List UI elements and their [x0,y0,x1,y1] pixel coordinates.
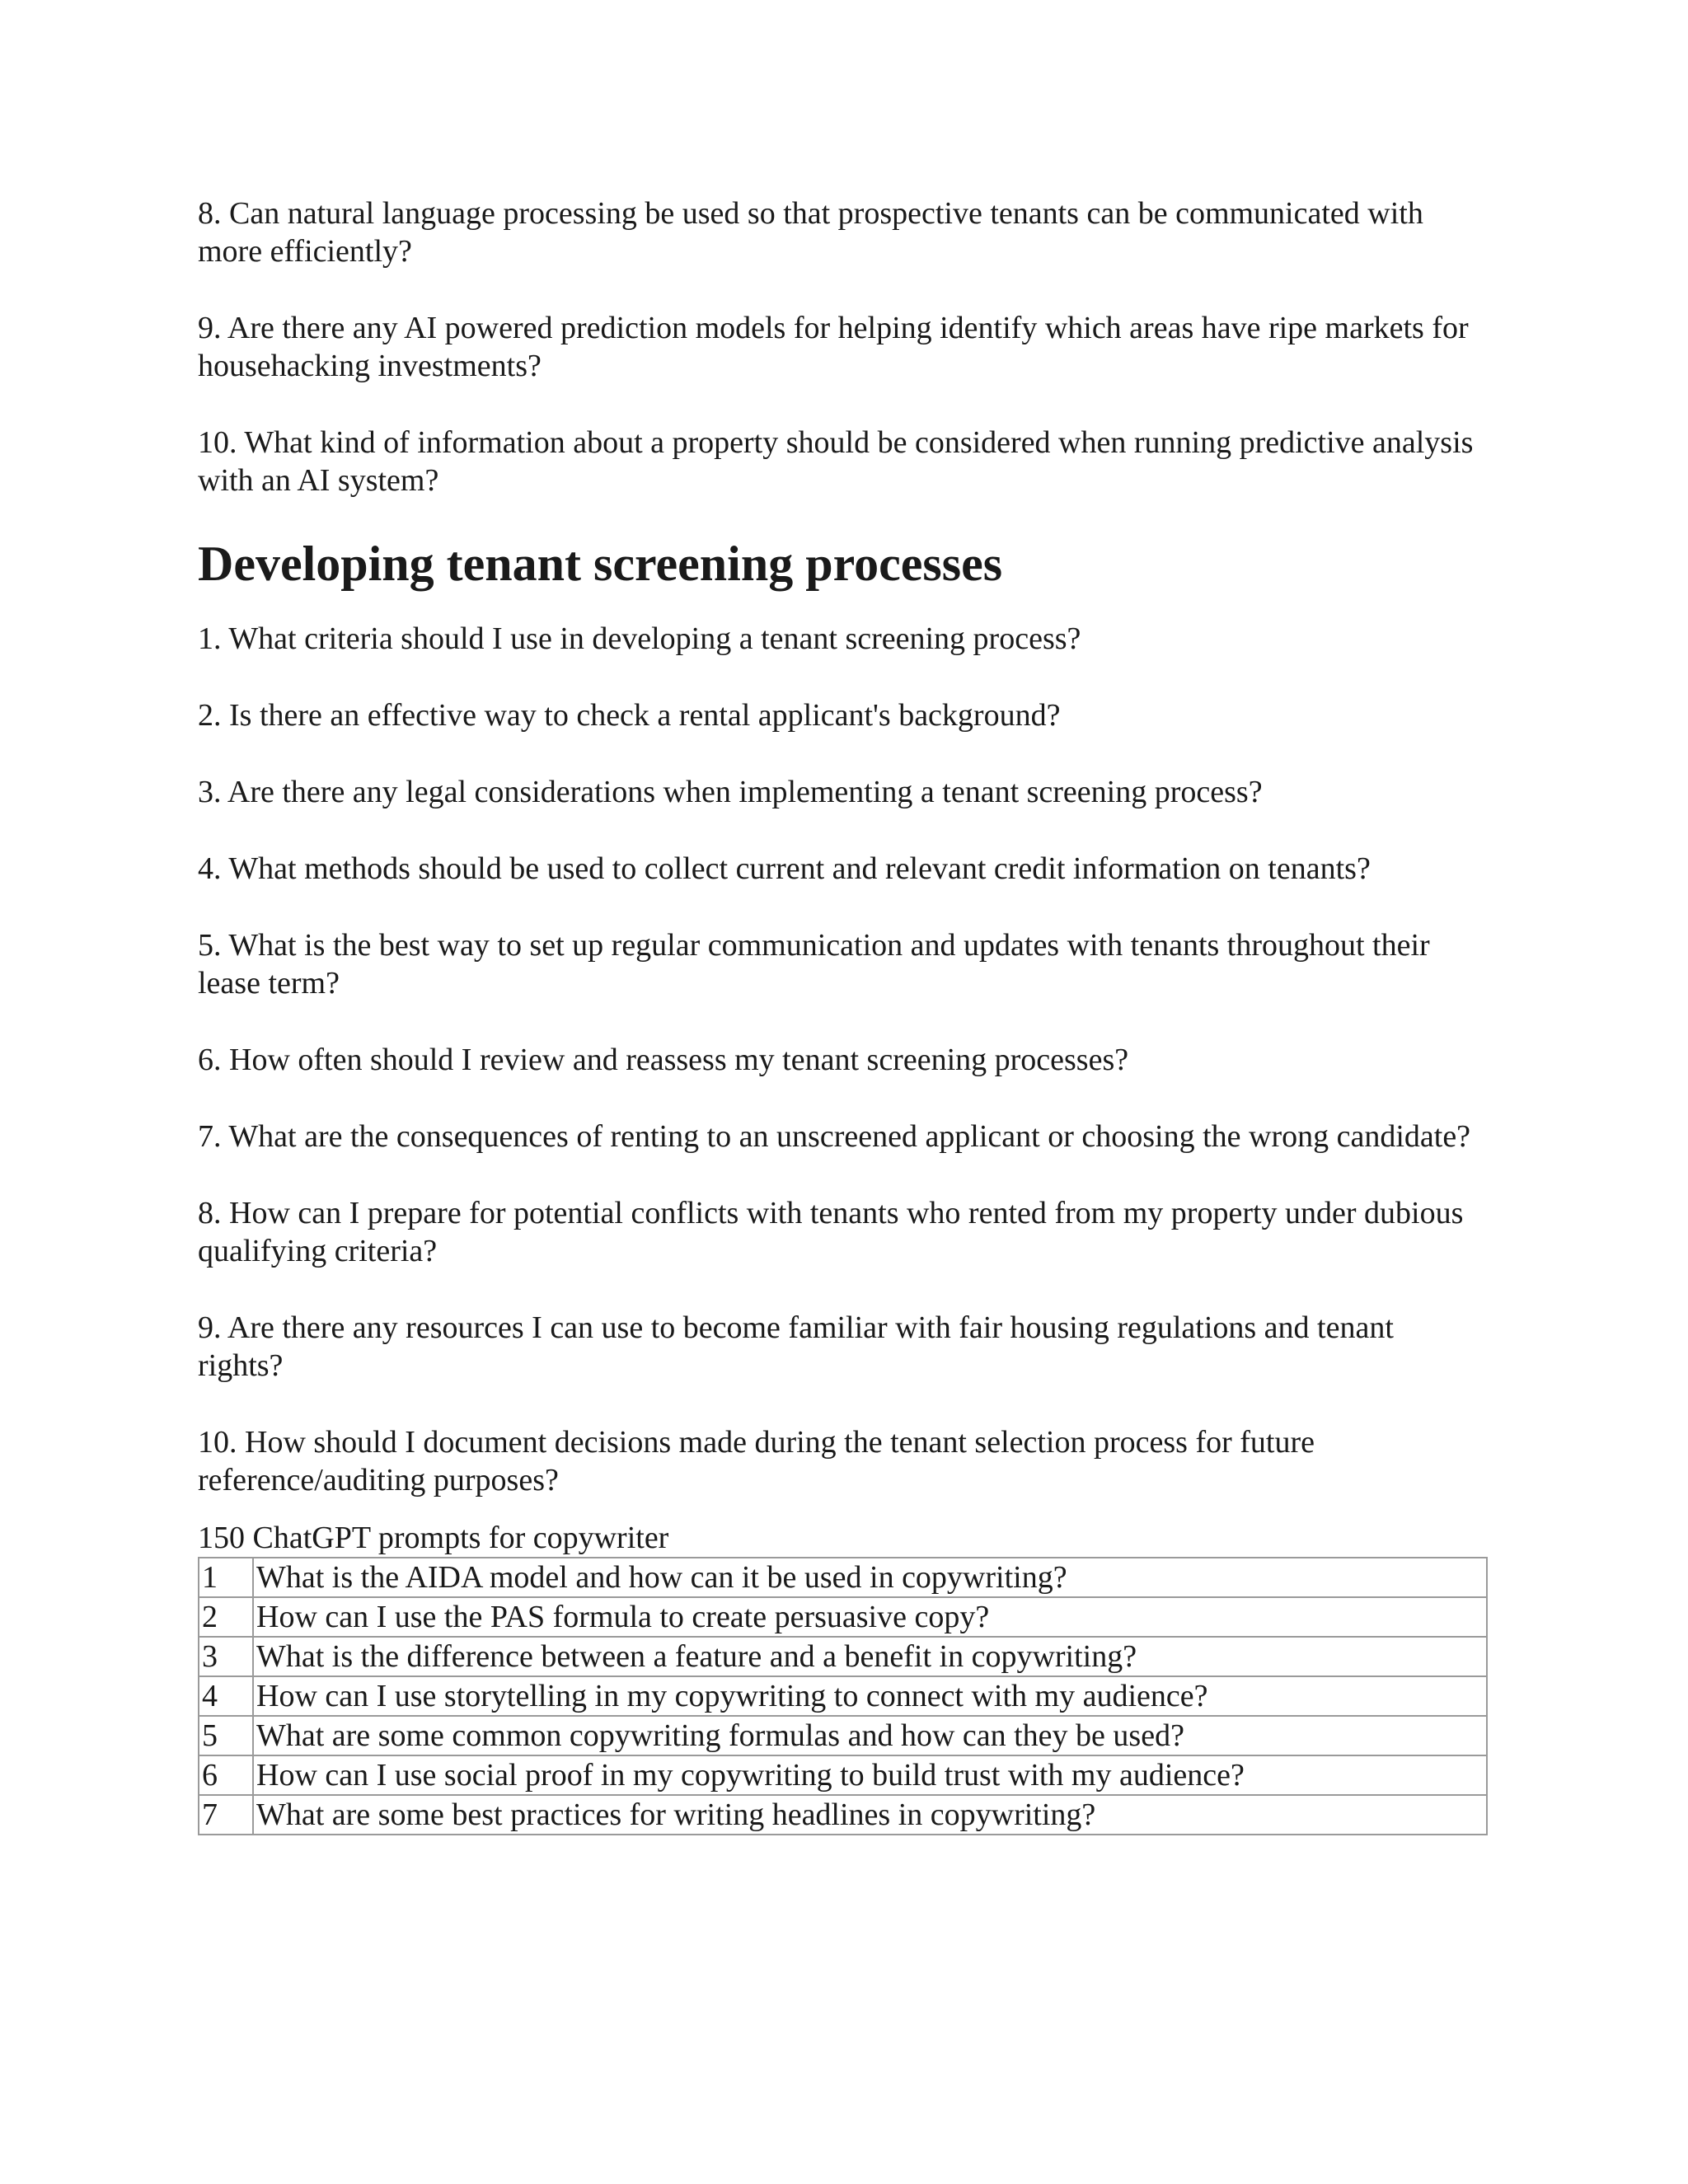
row-prompt: How can I use the PAS formula to create persuasive copy? [253,1597,1487,1637]
intro-question-list [198,194,1484,499]
row-number: 7 [199,1795,253,1835]
question-paragraph: 9. Are there any resources I can use to become familiar with fair housing regulations and tenant rights? [198,1310,1394,1383]
table-title: 150 ChatGPT prompts for copywriter [198,1521,669,1555]
question-paragraph: 5. What is the best way to set up regular communication and updates with tenants throughout their lease term? [198,928,1430,1001]
screening-question-list [198,620,1484,1499]
table-row [199,1637,1487,1676]
row-prompt: What is the AIDA model and how can it be used in copywriting? [253,1558,1487,1597]
table-row [199,1597,1487,1637]
row-number: 1 [199,1558,253,1597]
table-row [199,1795,1487,1835]
question-paragraph: 9. Are there any AI powered prediction models for helping identify which areas have ripe markets for househacking investments? [198,311,1469,383]
row-number: 5 [199,1716,253,1755]
row-prompt: What is the difference between a feature and a benefit in copywriting? [253,1637,1487,1676]
question-paragraph: 8. Can natural language processing be used so that prospective tenants can be communicated with more efficiently? [198,196,1423,269]
question-paragraph: 7. What are the consequences of renting to an unscreened applicant or choosing the wrong candidate? [198,1119,1471,1154]
table-row [199,1716,1487,1755]
table-row [199,1558,1487,1597]
row-number: 6 [199,1755,253,1795]
row-prompt: What are some common copywriting formulas and how can they be used? [253,1716,1487,1755]
question-paragraph: 4. What methods should be used to collect current and relevant credit information on tenants? [198,851,1371,886]
section-heading: Developing tenant screening processes [198,537,1003,591]
question-paragraph: 10. What kind of information about a property should be considered when running predictive analysis with an AI system? [198,425,1474,498]
row-number: 4 [199,1676,253,1716]
row-number: 3 [199,1637,253,1676]
document-page [198,194,1484,1835]
question-paragraph: 1. What criteria should I use in developing a tenant screening process? [198,621,1081,656]
table-row [199,1755,1487,1795]
question-paragraph: 3. Are there any legal considerations when implementing a tenant screening process? [198,775,1263,809]
row-number: 2 [199,1597,253,1637]
question-paragraph: 8. How can I prepare for potential conflicts with tenants who rented from my property under dubious qualifying criteria? [198,1196,1464,1268]
row-prompt: How can I use social proof in my copywriting to build trust with my audience? [253,1755,1487,1795]
row-prompt: What are some best practices for writing headlines in copywriting? [253,1795,1487,1835]
question-paragraph: 10. How should I document decisions made during the tenant selection process for future reference/auditing purposes? [198,1425,1315,1497]
prompt-table [198,1557,1488,1835]
table-row [199,1676,1487,1716]
question-paragraph: 2. Is there an effective way to check a rental applicant's background? [198,698,1061,733]
row-prompt: How can I use storytelling in my copywriting to connect with my audience? [253,1676,1487,1716]
question-paragraph: 6. How often should I review and reassess my tenant screening processes? [198,1043,1129,1077]
